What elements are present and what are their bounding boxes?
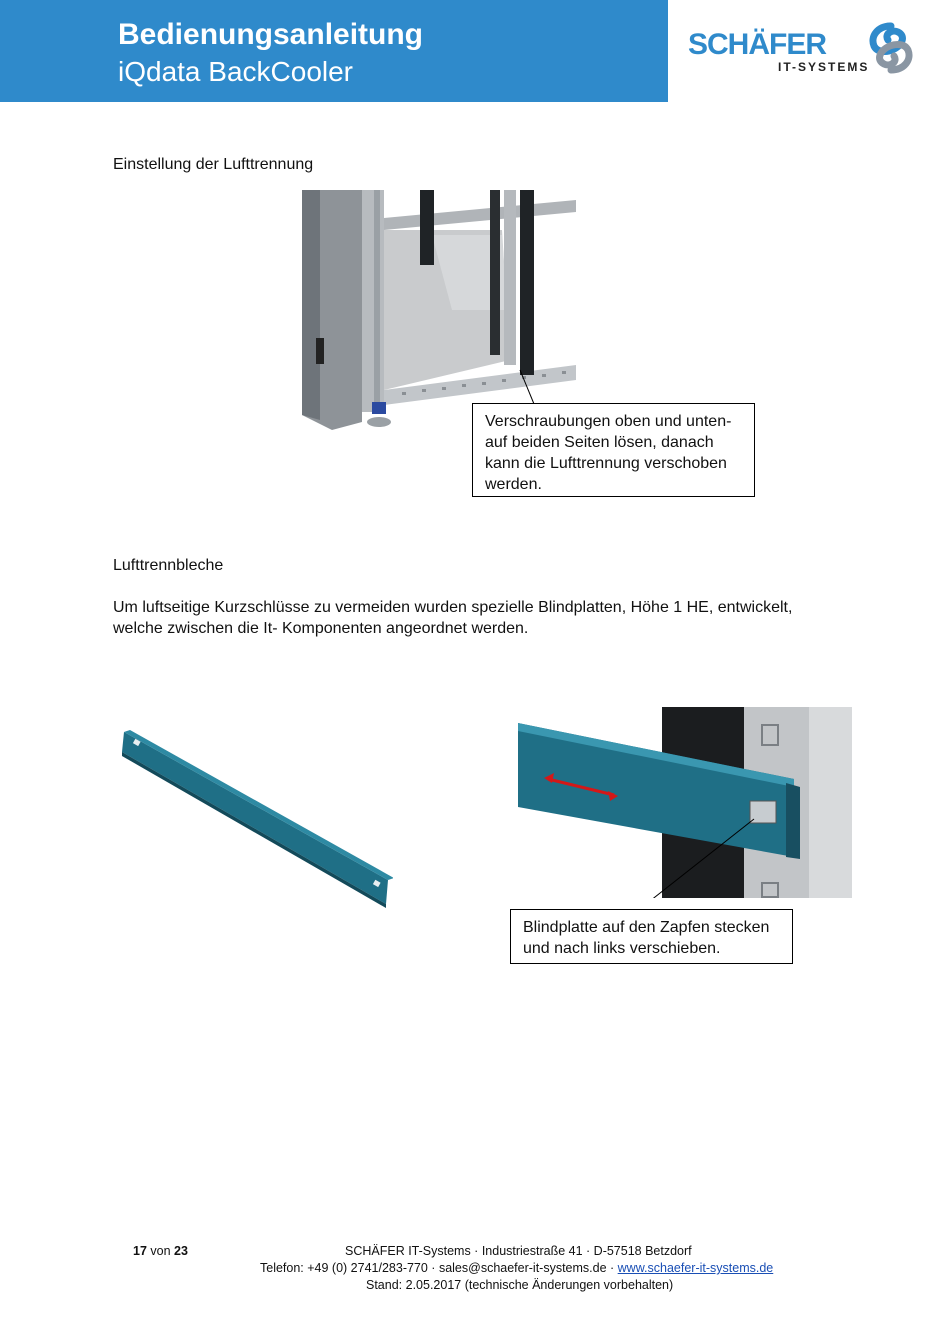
company-logo — [688, 22, 928, 82]
section-paragraph: Um luftseitige Kurzschlüsse zu vermeiden wurden spezielle Blindplatten, Höhe 1 HE, entwickelt, welche zwischen die It- Komponenten angeordnet werden. — [113, 599, 793, 637]
document-title: Bedienungsanleitung — [118, 18, 424, 51]
page-number — [133, 1244, 188, 1258]
page-separator: von — [150, 1244, 171, 1258]
footer-address: SCHÄFER IT-Systems · Industriestraße 41 · D-57518 Betzdorf — [345, 1244, 692, 1258]
section-heading-lufttrennung: Einstellung der Lufttrennung — [113, 156, 314, 173]
document-subtitle: iQdata BackCooler — [118, 56, 354, 87]
callout-verschraubungen: Verschraubungen oben und unten- auf beiden Seiten lösen, danach kann die Lufttrennung verschoben werden. — [472, 403, 755, 497]
rack-figure — [302, 190, 576, 433]
logo-swirl-icon — [866, 22, 916, 74]
logo-subtitle: IT-SYSTEMS — [778, 60, 870, 74]
footer-contact — [260, 1261, 773, 1275]
page-total: 23 — [174, 1244, 188, 1258]
mounted-plate-figure — [518, 707, 852, 898]
page-current: 17 — [133, 1244, 147, 1258]
callout-blindplatte: Blindplatte auf den Zapfen stecken und nach links verschieben. — [510, 909, 793, 964]
blanking-plate-figure — [118, 728, 393, 910]
footer-website-link[interactable]: www.schaefer-it-systems.de — [617, 1261, 774, 1275]
section-heading-lufttrennbleche: Lufttrennbleche — [113, 557, 224, 574]
footer-date: Stand: 2.05.2017 (technische Änderungen vorbehalten) — [366, 1278, 674, 1292]
logo-wordmark: SCHÄFER — [688, 28, 827, 61]
footer-contact-text: Telefon: +49 (0) 2741/283-770 · sales@schaefer-it-systems.de · — [260, 1261, 618, 1275]
